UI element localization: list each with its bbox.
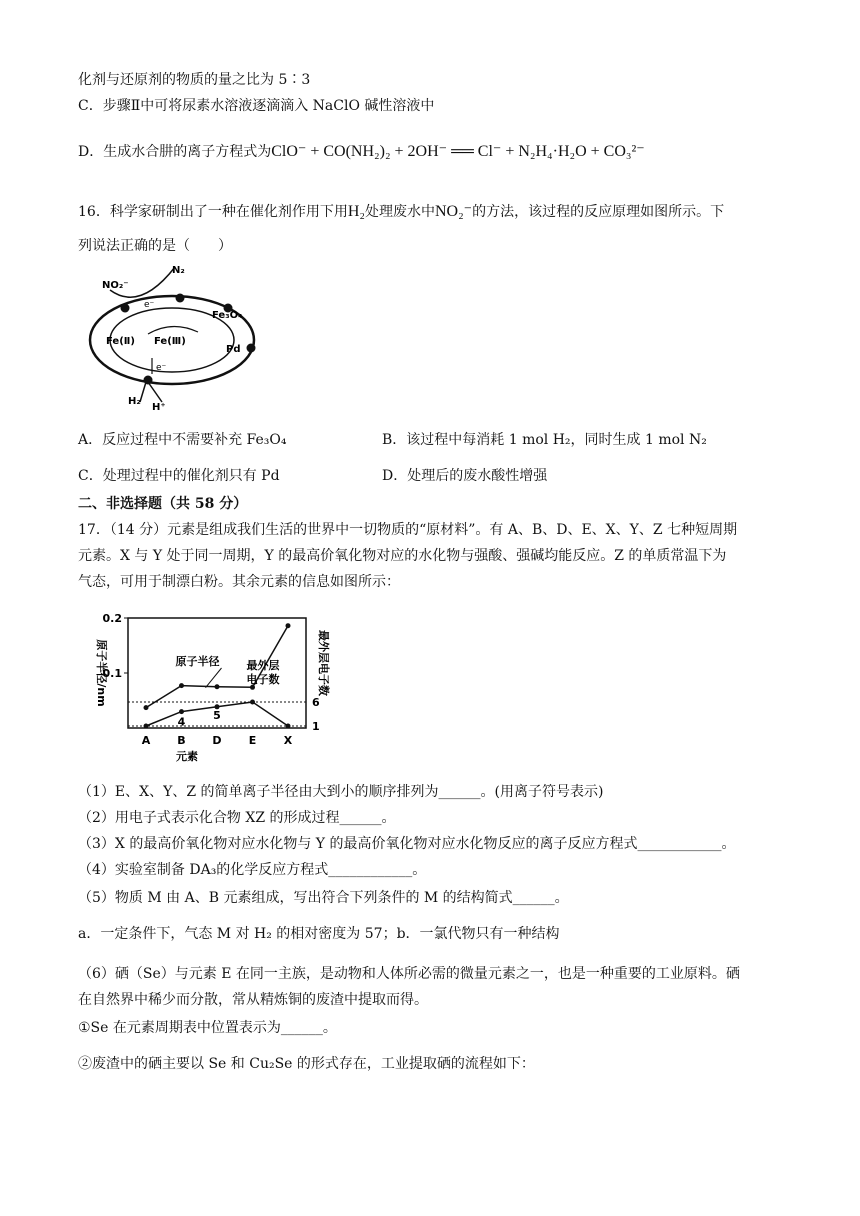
x-tick-label: E — [248, 734, 257, 747]
electrons-point — [179, 709, 184, 714]
q15-option-c: C．步骤Ⅱ中可将尿素水溶液逐滴滴入 NaClO 碱性溶液中 — [78, 98, 435, 114]
q17-part2: （2）用电子式表示化合物 XZ 的形成过程______。 — [78, 810, 396, 826]
x-tick-label: B — [177, 734, 186, 747]
q17-part6-q2: ②废渣中的硒主要以 Se 和 Cu₂Se 的形式存在，工业提取硒的流程如下： — [78, 1056, 535, 1072]
x-tick-label: X — [283, 734, 293, 747]
y2-axis-label: 最外层电子数 — [317, 630, 330, 696]
y-tick-label: 0.2 — [102, 612, 122, 625]
y2-tick-label: 1 — [312, 720, 320, 733]
y2-tick-label: 6 — [312, 696, 320, 709]
arrow-inner — [148, 326, 198, 334]
x-tick-label: D — [212, 734, 222, 747]
element-info-chart — [80, 604, 340, 772]
q15-tail: 化剂与还原剂的物质的量之比为 5∶3 — [78, 72, 311, 88]
radius-point — [179, 683, 184, 688]
label-n2: N₂ — [172, 265, 185, 276]
radius-point — [286, 623, 291, 628]
q16-stem-1e: 的方法，该过程的反应原理如图所示。下 — [472, 204, 725, 220]
q16-stem-h2: H₂ — [347, 203, 365, 220]
label-hplus: H⁺ — [152, 402, 166, 412]
q17-part5-conditions: a．一定条件下，气态 M 对 H₂ 的相对密度为 57；b．一氯代物只有一种结构 — [78, 926, 560, 942]
q17-part6-line1: （6）硒（Se）与元素 E 在同一主族，是动物和人体所必需的微量元素之一，也是一种重要的工业原料。硒 — [78, 966, 740, 982]
q16-stem-line1 — [78, 202, 724, 222]
q17-part3: （3）X 的最高价氧化物对应水化物与 Y 的最高价氧化物对应水化物反应的离子反应方程式____________。 — [78, 836, 736, 852]
data-label-5: 5 — [213, 708, 221, 722]
q17-line3: 气态，可用于制漂白粉。其余元素的信息如图所示： — [78, 574, 400, 590]
annotation-radius: 原子半径 — [175, 655, 220, 668]
q17-line1: 17．（14 分）元素是组成我们生活的世界中一切物质的“原材料”。有 A、B、D、E、X、Y、Z 七种短周期 — [78, 522, 738, 538]
label-e-bottom: e⁻ — [156, 363, 167, 373]
label-pd: Pd — [226, 344, 241, 355]
q16-option-b: B．该过程中每消耗 1 mol H₂，同时生成 1 mol N₂ — [382, 432, 707, 448]
q17-line2: 元素。X 与 Y 处于同一周期，Y 的最高价氧化物对应的水化物与强酸、强碱均能反应。Z 的单质常温下为 — [78, 548, 727, 564]
q16-stem-no2: NO₂⁻ — [434, 203, 473, 220]
section-heading: 二、非选择题（共 58 分） — [78, 496, 248, 512]
q16-stem-1a: 16．科学家研制出了一种在催化剂作用下用 — [78, 204, 348, 220]
x-axis-label: 元素 — [176, 750, 198, 763]
q17-part1: （1）E、X、Y、Z 的简单离子半径由大到小的顺序排列为______。(用离子符号表示) — [78, 784, 604, 800]
electrons-point — [286, 724, 291, 729]
label-fe2: Fe(Ⅱ) — [106, 336, 135, 347]
q17-part6-q1: ①Se 在元素周期表中位置表示为______。 — [78, 1020, 337, 1036]
catalyst-cycle-diagram — [80, 262, 270, 412]
q15-option-d-equation: ClO⁻ + CO(NH₂)₂ + 2OH⁻ ══ Cl⁻ + N₂H₄·H₂O + CO₃²⁻ — [271, 143, 645, 160]
arrow-hplus — [148, 382, 162, 402]
electrons-point — [144, 724, 149, 729]
annotation-radius-pointer — [206, 668, 222, 688]
node-top-left — [121, 304, 130, 313]
arrow-h2-up — [140, 382, 146, 402]
q16-option-d: D．处理后的废水酸性增强 — [382, 468, 548, 484]
label-fe3: Fe(Ⅲ) — [154, 336, 186, 347]
q16-option-a: A．反应过程中不需要补充 Fe₃O₄ — [78, 432, 287, 448]
q16-option-c: C．处理过程中的催化剂只有 Pd — [78, 468, 280, 484]
y-tick-label: 0.1 — [102, 667, 122, 680]
label-h2: H₂ — [128, 396, 141, 407]
node-pd — [247, 344, 256, 353]
label-no2: NO₂⁻ — [102, 280, 129, 291]
annotation-outer-1: 最外层 — [246, 659, 280, 672]
annotation-outer-2: 电子数 — [246, 673, 280, 686]
radius-point — [215, 684, 220, 689]
label-e-top: e⁻ — [144, 300, 155, 310]
x-tick-label: A — [141, 734, 151, 747]
q16-stem-1c: 处理废水中 — [364, 204, 435, 220]
data-label-4: 4 — [177, 715, 186, 729]
q17-part4: （4）实验室制备 DA₃的化学反应方程式____________。 — [78, 862, 427, 878]
node-top-right — [176, 294, 185, 303]
q15-option-d — [78, 142, 645, 162]
q15-option-d-prefix: D．生成水合肼的离子方程式为 — [78, 144, 272, 160]
y-axis-label: 原子半径/nm — [95, 639, 108, 707]
label-fe3o4: Fe₃O₄ — [212, 310, 243, 321]
electrons-point — [250, 700, 255, 705]
radius-point — [144, 705, 149, 710]
q17-part6-line2: 在自然界中稀少而分散，常从精炼铜的废渣中提取而得。 — [78, 992, 428, 1008]
q16-stem-line2: 列说法正确的是（ ） — [78, 238, 232, 254]
q17-part5: （5）物质 M 由 A、B 元素组成，写出符合下列条件的 M 的结构简式______。 — [78, 890, 569, 906]
